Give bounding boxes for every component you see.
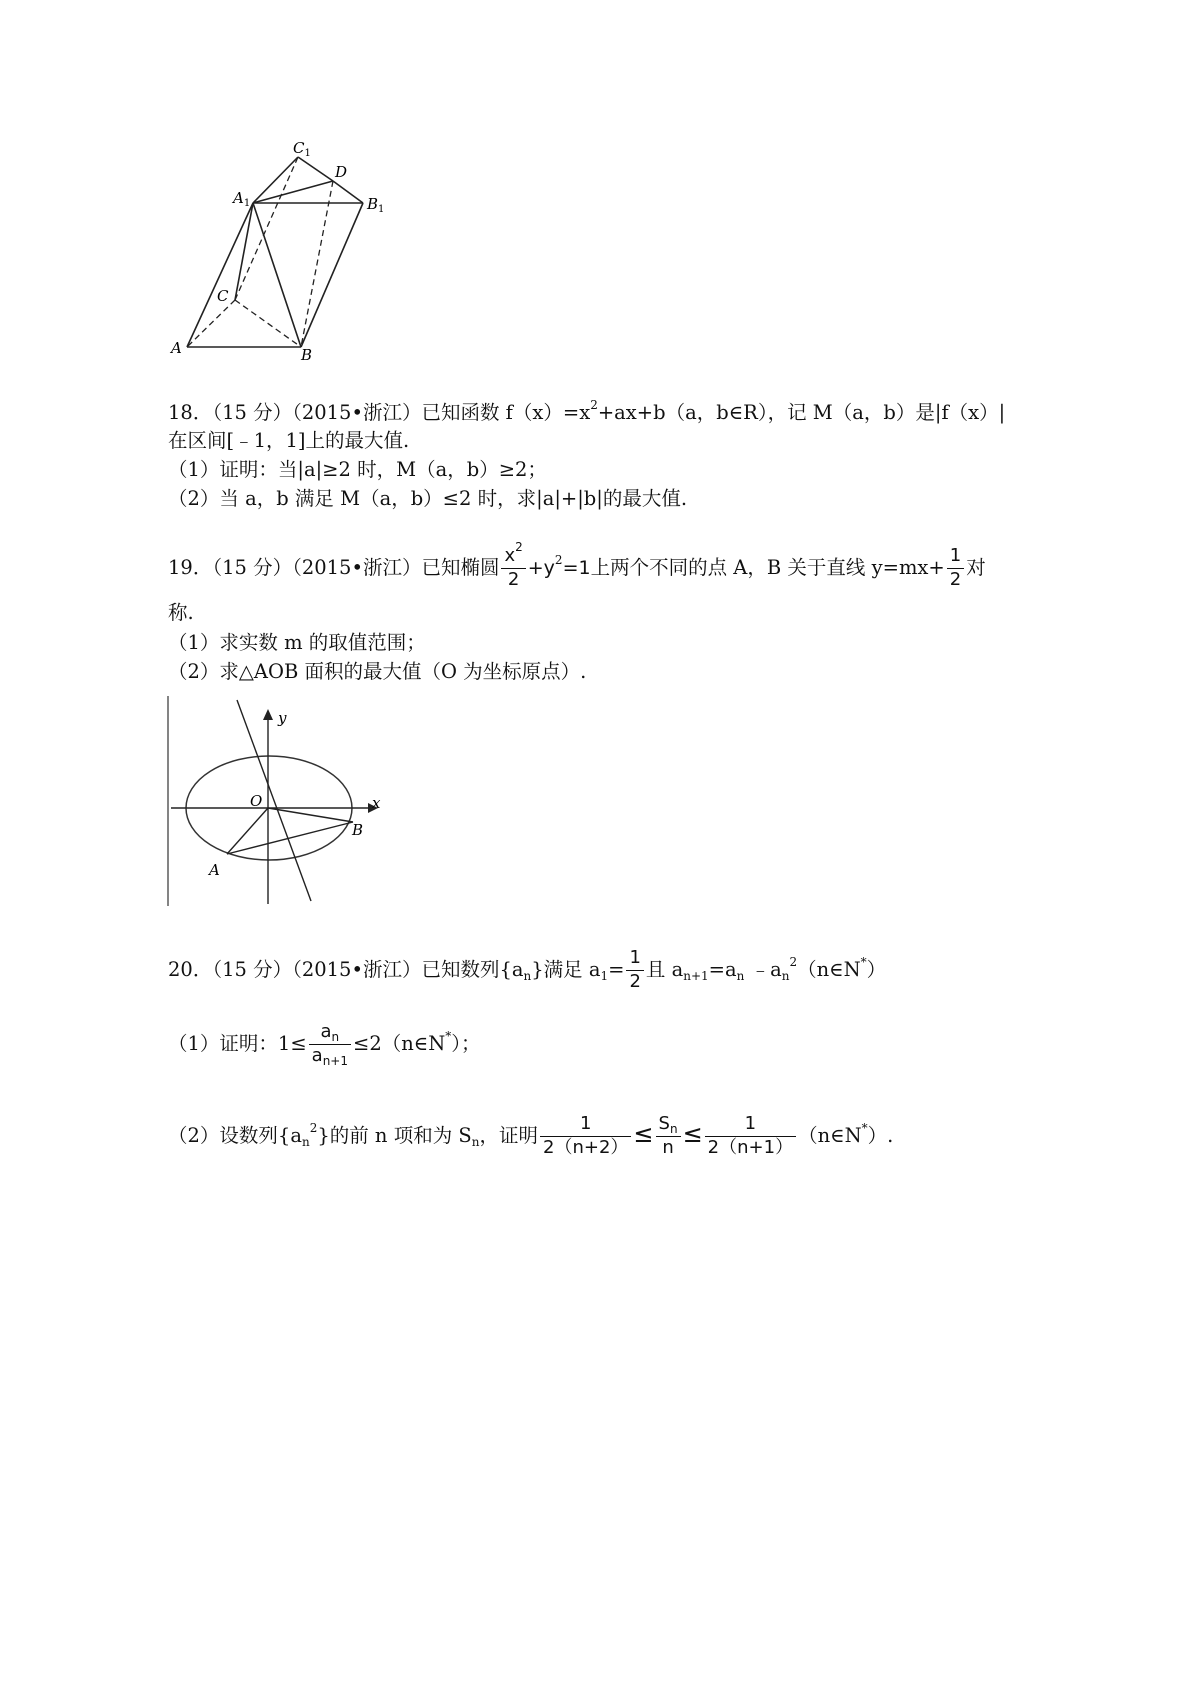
q18-line1: 18．（15 分）（2015•浙江）已知函数 $f(x)=x^2+ax+b(a$，b∈R），记 M（a，b）是|f（x）| [168, 398, 1006, 424]
label-a: A [171, 339, 182, 357]
edge-a1-c [235, 203, 253, 300]
left-bound-fraction: $\frac{1}{2(n+2)}$ [540, 1115, 631, 1158]
label-c: C [217, 287, 229, 305]
edge-d-b1 [333, 181, 363, 203]
q19-part2: （2）求△AOB 面积的最大值（O 为坐标原点）. [168, 660, 587, 683]
q18-part1: （1）证明：当|a|≥2 时，M（a，b）≥2； [168, 458, 547, 481]
q19-line2: 称. [168, 601, 194, 624]
label-a-point: A [209, 861, 220, 879]
q20-part2: （2）设数列$\{a_n^2\}$的前 n 项和为 $S_n$，证明 $\frac{1}{2(n+2)}$ ≤ $\frac{S_n}{n}$ ≤ $\frac{1}{2(n+1)}$ （n∈N*）. [168, 1113, 894, 1158]
prism-figure [165, 135, 425, 375]
edge-c1-d [298, 157, 333, 181]
q18-line2: 在区间[﹣1，1]上的最大值. [168, 429, 410, 452]
q19-part1: （1）求实数 m 的取值范围； [168, 631, 426, 654]
q20-line1: 20．（15 分）（2015•浙江）已知数列$\{a_n\}$满足 $a_1=$ $\frac{1}{2}$ 且 $a_{n+1}=a_n$ $﹣a_n^2(n\in N^*)$ [168, 947, 887, 992]
edge-d-b-hidden [301, 181, 333, 347]
q18-part2: （2）当 a，b 满足 M（a，b）≤2 时，求|a|+|b|的最大值. [168, 487, 688, 510]
sn-over-n-fraction: $\frac{S_n}{n}$ [656, 1115, 681, 1158]
half-fraction: $\frac{1}{2}$ [947, 547, 964, 590]
q20-part1: （1）证明：1≤ $\frac{a_n}{a_{n+1}}$ ≤2（n∈N*）； [168, 1021, 481, 1068]
symmetry-line [237, 700, 311, 901]
label-a1: $A_1$ [233, 189, 251, 209]
label-c1: $C_1$ [293, 139, 311, 159]
edge-c-b-hidden [235, 300, 301, 347]
edge-b1-b [301, 203, 363, 347]
right-bound-fraction: $\frac{1}{2(n+1)}$ [705, 1115, 796, 1158]
ellipse-figure [166, 696, 396, 910]
label-o: O [250, 792, 263, 810]
edge-c-c1-hidden [235, 157, 298, 300]
q19-line1: 19．（15 分）（2015•浙江）已知椭圆 $\frac{x^2}{2}$ $+y^2=1$上两个不同的点 A，B 关于直线 y=mx+ $\frac{1}{2}$ 对 [168, 540, 986, 590]
segment-o-a [227, 808, 268, 854]
y-axis-arrow-icon [263, 709, 273, 720]
label-y: y [278, 709, 287, 727]
label-b-point: B [352, 821, 364, 839]
edge-c-a-hidden [187, 300, 235, 347]
label-x: x [372, 794, 381, 812]
edge-a1-d [253, 181, 333, 203]
edge-a1-b [253, 203, 301, 347]
ratio-fraction: $\frac{a_n}{a_{n+1}}$ [309, 1023, 351, 1066]
a1-fraction: $\frac{1}{2}$ [626, 949, 643, 992]
segment-a-b [227, 822, 353, 854]
label-b1: $B_1$ [367, 195, 385, 215]
edge-a1-a [187, 203, 253, 347]
label-d: D [335, 163, 348, 181]
label-b: B [301, 346, 313, 364]
ellipse-fraction: $\frac{x^2}{2}$ [501, 547, 525, 590]
